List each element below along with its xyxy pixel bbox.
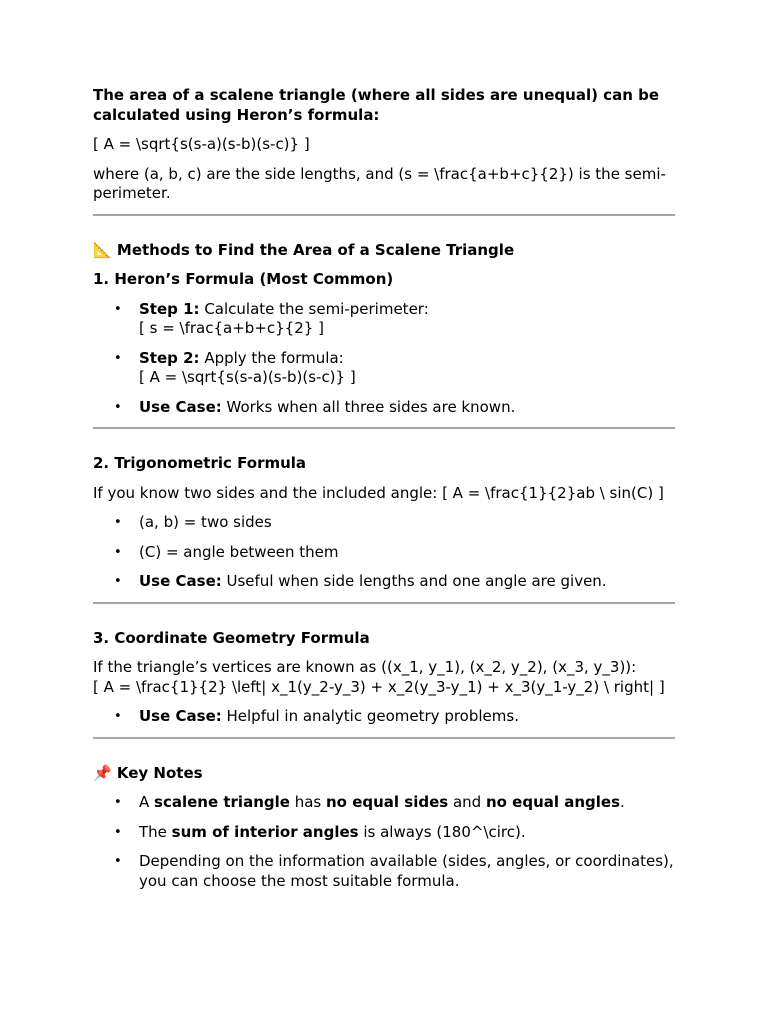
list-item — [93, 852, 675, 891]
step2-label: Step 2: — [139, 348, 200, 367]
list-item — [93, 823, 675, 843]
emphasis: scalene triangle — [154, 793, 290, 811]
usecase-text: Works when all three sides are known. — [221, 397, 516, 416]
emphasis: sum of interior angles — [171, 822, 359, 841]
coord-formula-title: 3. Coordinate Geometry Formula — [93, 628, 370, 647]
text: has — [289, 793, 326, 811]
divider — [93, 737, 675, 739]
bullet: • — [114, 399, 122, 415]
step1-formula: [ s = \frac{a+b+c}{2} ] — [139, 319, 324, 337]
step1-text: Calculate the semi-perimeter: — [199, 299, 429, 318]
heron-formula: [ A = \sqrt{s(s-a)(s-b)(s-c)} ] — [93, 135, 310, 153]
bullet: • — [114, 824, 122, 840]
key-notes-list — [93, 793, 675, 891]
usecase-label: Use Case: — [139, 397, 222, 416]
text: and — [448, 793, 486, 811]
list-item — [93, 300, 675, 339]
list-item — [93, 543, 675, 563]
trig-list — [93, 513, 675, 592]
text: is always (180^\circ). — [358, 822, 526, 841]
herons-steps-list — [93, 300, 675, 418]
trig-formula-title: 2. Trigonometric Formula — [93, 454, 307, 472]
bullet: • — [114, 515, 122, 530]
usecase-text: Helpful in analytic geometry problems. — [221, 707, 519, 725]
bullet: • — [114, 795, 122, 810]
list-item — [93, 349, 675, 388]
formula-explanation: where (a, b, c) are the side lengths, and (s = \frac{a+b+c}{2}) is the semi-perimeter. — [93, 164, 666, 202]
note-text: Depending on the information available (sides, angles, or coordinates), you can choose the most suitable formula. — [139, 852, 674, 890]
coord-formula-intro — [93, 658, 675, 697]
list-item — [93, 793, 675, 813]
coord-list — [93, 707, 675, 727]
divider — [93, 214, 675, 216]
usecase-label: Use Case: — [139, 572, 222, 590]
text: . — [620, 793, 625, 811]
usecase-text: Useful when side lengths and one angle are given. — [221, 572, 607, 590]
usecase-label: Use Case: — [139, 707, 222, 725]
intro-heading: The area of a scalene triangle (where all sides are unequal) can be calculated using Heron’s formula: — [93, 86, 660, 124]
trig-item-angle: (C) = angle between them — [139, 542, 339, 561]
step2-text: Apply the formula: — [199, 348, 344, 367]
coord-intro-line1: If the triangle’s vertices are known as ((x_1, y_1), (x_2, y_2), (x_3, y_3)): — [93, 658, 637, 676]
bullet: • — [114, 709, 122, 724]
bullet: • — [114, 350, 122, 366]
trig-formula-intro: If you know two sides and the included angle: [ A = \frac{1}{2}ab \ sin(C) ] — [93, 483, 664, 502]
trig-item-sides: (a, b) = two sides — [139, 513, 272, 531]
divider — [93, 427, 675, 429]
emphasis: no equal angles — [485, 793, 621, 811]
step1-label: Step 1: — [139, 299, 200, 318]
bullet: • — [114, 301, 122, 317]
key-notes-heading: 📌 Key Notes — [93, 763, 203, 782]
list-item — [93, 513, 675, 533]
methods-heading: 📐 Methods to Find the Area of a Scalene Triangle — [93, 240, 515, 259]
bullet: • — [114, 574, 122, 589]
step2-formula: [ A = \sqrt{s(s-a)(s-b)(s-c)} ] — [139, 368, 356, 386]
bullet: • — [114, 854, 122, 869]
divider — [93, 602, 675, 604]
emphasis: no equal sides — [326, 793, 449, 811]
herons-formula-title: 1. Heron’s Formula (Most Common) — [93, 270, 394, 288]
text: A — [139, 793, 155, 811]
list-item — [93, 572, 675, 592]
list-item — [93, 398, 675, 418]
text: The — [139, 822, 172, 841]
bullet: • — [114, 544, 122, 560]
coord-intro-line2: [ A = \frac{1}{2} \left| x_1(y_2-y_3) + x_2(y_3-y_1) + x_3(y_1-y_2) \ right| ] — [93, 677, 665, 696]
list-item — [93, 707, 675, 727]
